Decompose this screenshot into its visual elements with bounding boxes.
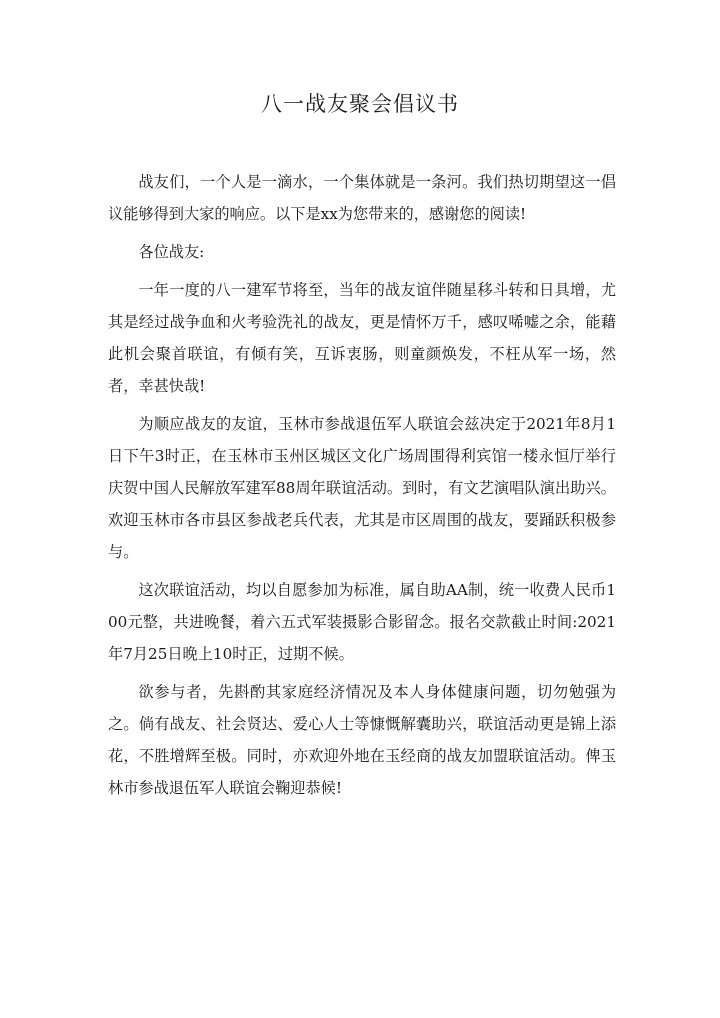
body-paragraph: 欲参与者，先斟酌其家庭经济情况及本人身体健康问题，切勿勉强为之。倘有战友、社会贤达、爱心人士等慷慨解囊助兴，联谊活动更是锦上添花，不胜增辉至极。同时，亦欢迎外地在玉经商的战友加盟联谊活动。俾玉林市参战退伍军人联谊会鞠迎恭候! bbox=[108, 683, 616, 797]
document-body bbox=[108, 166, 616, 810]
body-paragraph: 这次联谊活动，均以自愿参加为标准，属自助AA制，统一收费人民币100元整，共进晚餐，着六五式军装摄影合影留念。报名交款截止时间:2021年7月25日晚上10时正，过期不候。 bbox=[108, 581, 616, 663]
body-paragraph: 一年一度的八一建军节将至，当年的战友谊伴随星移斗转和日具增，尤其是经过战争血和火考验洗礼的战友，更是情怀万千，感叹唏嘘之余，能藉此机会聚首联谊，有倾有笑，互诉衷肠，则童颜焕发，不枉从军一场，然者，幸甚快哉! bbox=[108, 281, 616, 395]
salutation-paragraph: 各位战友: bbox=[138, 243, 205, 261]
intro-paragraph: 战友们，一个人是一滴水，一个集体就是一条河。我们热切期望这一倡议能够得到大家的响应。以下是xx为您带来的，感谢您的阅读! bbox=[108, 173, 616, 223]
document-title: 八一战友聚会倡议书 bbox=[261, 92, 459, 116]
body-paragraph: 为顺应战友的友谊，玉林市参战退伍军人联谊会兹决定于2021年8月1日下午3时正，在玉林市玉州区城区文化广场周围得利宾馆一楼永恒厅举行庆贺中国人民解放军建军88周年联谊活动。到时，有文艺演唱队演出助兴。欢迎玉林市各市县区参战老兵代表，尤其是市区周围的战友，要踊跃积极参与。 bbox=[108, 415, 616, 561]
